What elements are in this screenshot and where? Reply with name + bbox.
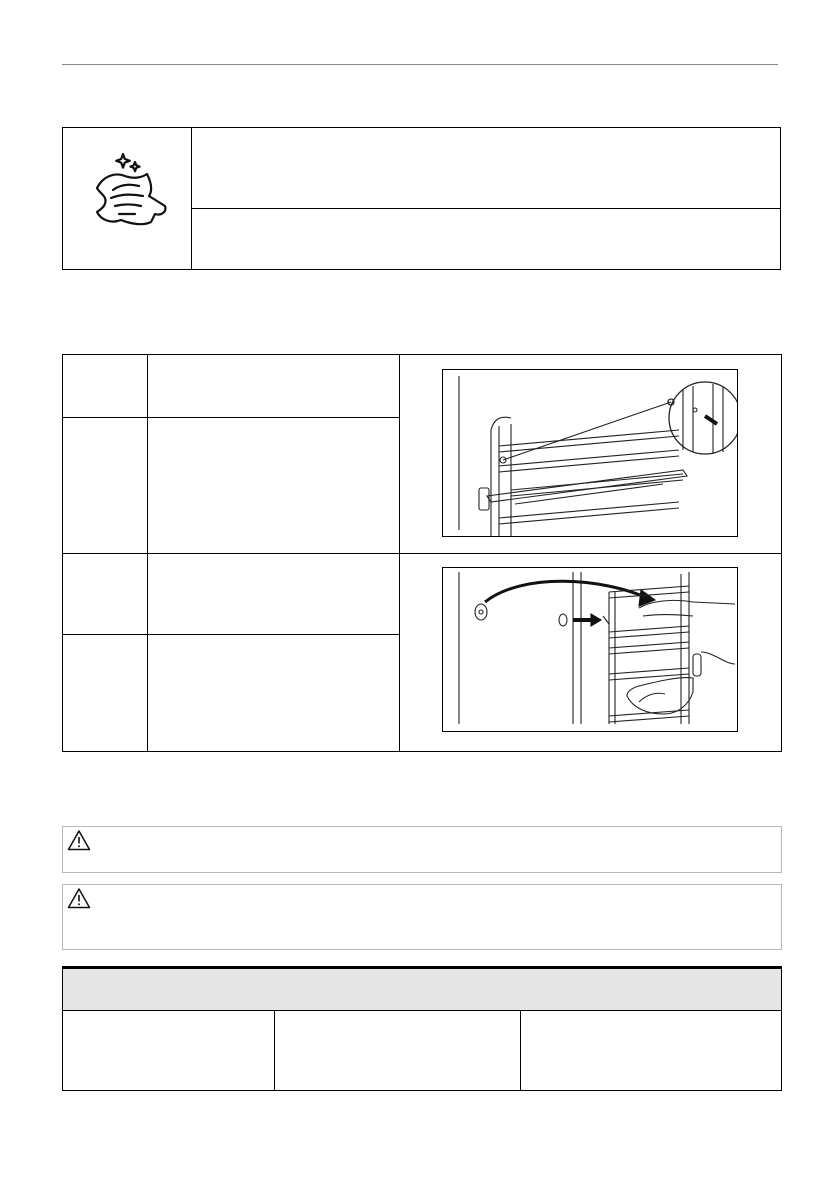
bottom-table-header (63, 967, 781, 1011)
warning-box-1 (62, 826, 782, 873)
cleaning-table (62, 127, 781, 270)
hand-cleaning-sparkle-icon (63, 128, 192, 269)
warning-triangle-icon (67, 887, 91, 909)
warning-box-2 (62, 884, 782, 950)
bottom-table-cell-1 (63, 1011, 275, 1090)
shelf-support-figure-1 (442, 369, 738, 537)
header-rule (62, 64, 778, 65)
step-divider-2 (63, 553, 781, 554)
shelf-support-figure-2 (442, 567, 738, 732)
cleaning-row-2 (192, 209, 780, 269)
shelf-support-removal-illustration (443, 568, 737, 731)
shelf-support-screw-illustration (443, 370, 737, 536)
step-divider-3 (63, 634, 399, 635)
step-divider-1 (63, 417, 399, 418)
bottom-table-cell-2 (275, 1011, 521, 1090)
cleaning-row-1 (192, 128, 780, 209)
bottom-table (62, 966, 782, 1091)
steps-table (62, 354, 782, 752)
warning-triangle-icon (67, 829, 91, 851)
bottom-table-cell-3 (521, 1011, 781, 1090)
cleaning-icon-cell (63, 128, 192, 269)
